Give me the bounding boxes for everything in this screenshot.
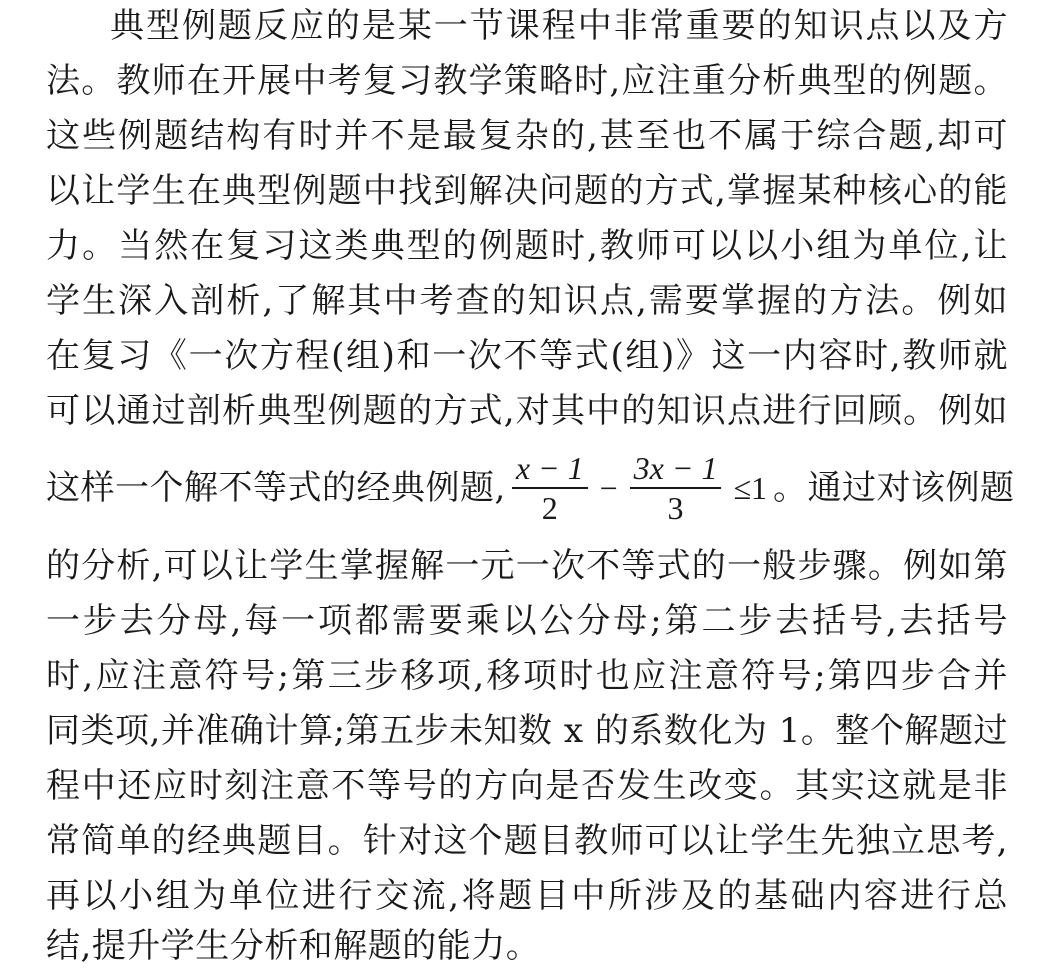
paragraph-line-4: 以让学生在典型例题中找到解决问题的方式,掌握某种核心的能: [46, 171, 1008, 211]
fraction-2: [630, 451, 722, 525]
paragraph-line-7: 在复习《一次方程(组)和一次不等式(组)》这一内容时,教师就: [46, 336, 1008, 376]
less-equal-relation: ≤1: [733, 470, 768, 506]
paragraph-line-5: 力。当然在复习这类典型的例题时,教师可以以小组为单位,让: [46, 226, 1008, 266]
minus-operator: −: [599, 470, 618, 506]
paragraph-line-15: 常简单的经典题目。针对这个题目教师可以让学生先独立思考,: [46, 821, 1008, 861]
paragraph-line-6: 学生深入剖析,了解其中考查的知识点,需要掌握的方法。例如: [46, 281, 1008, 321]
paragraph-line-16: 再以小组为单位进行交流,将题目中所涉及的基础内容进行总: [46, 876, 1008, 916]
fraction-2-numerator: 3x − 1: [630, 451, 722, 489]
fraction-2-denominator: 3: [667, 490, 684, 526]
paragraph-line-3: 这些例题结构有时并不是最复杂的,甚至也不属于综合题,却可: [46, 116, 1008, 156]
fraction-1: [512, 451, 588, 525]
paragraph-line-8: 可以通过剖析典型例题的方式,对其中的知识点进行回顾。例如: [46, 391, 1008, 431]
paragraph-line-14: 程中还应时刻注意不等号的方向是否发生改变。其实这就是非: [46, 766, 1008, 806]
fraction-1-denominator: 2: [541, 490, 558, 526]
paragraph-line-11: 一步去分母,每一项都需要乘以公分母;第二步去括号,去括号: [46, 601, 1008, 641]
paragraph-line-10: 的分析,可以让学生掌握解一元一次不等式的一般步骤。例如第: [46, 546, 1008, 586]
paragraph-line-1: 典型例题反应的是某一节课程中非常重要的知识点以及方: [110, 6, 1008, 46]
formula-line: [46, 450, 1015, 526]
formula-line-text-before: 这样一个解不等式的经典例题,: [46, 468, 506, 508]
fraction-1-numerator: x − 1: [512, 451, 588, 489]
paragraph-line-17: 结,提升学生分析和解题的能力。: [46, 926, 541, 966]
paragraph-line-13: 同类项,并准确计算;第五步未知数 x 的系数化为 1。整个解题过: [46, 711, 1008, 751]
inequality-formula: [506, 451, 773, 525]
paragraph-line-2: 法。教师在开展中考复习教学策略时,应注重分析典型的例题。: [46, 61, 1008, 101]
formula-line-text-after: 。通过对该例题: [773, 468, 1015, 508]
paragraph-line-12: 时,应注意符号;第三步移项,移项时也应注意符号;第四步合并: [46, 656, 1008, 696]
